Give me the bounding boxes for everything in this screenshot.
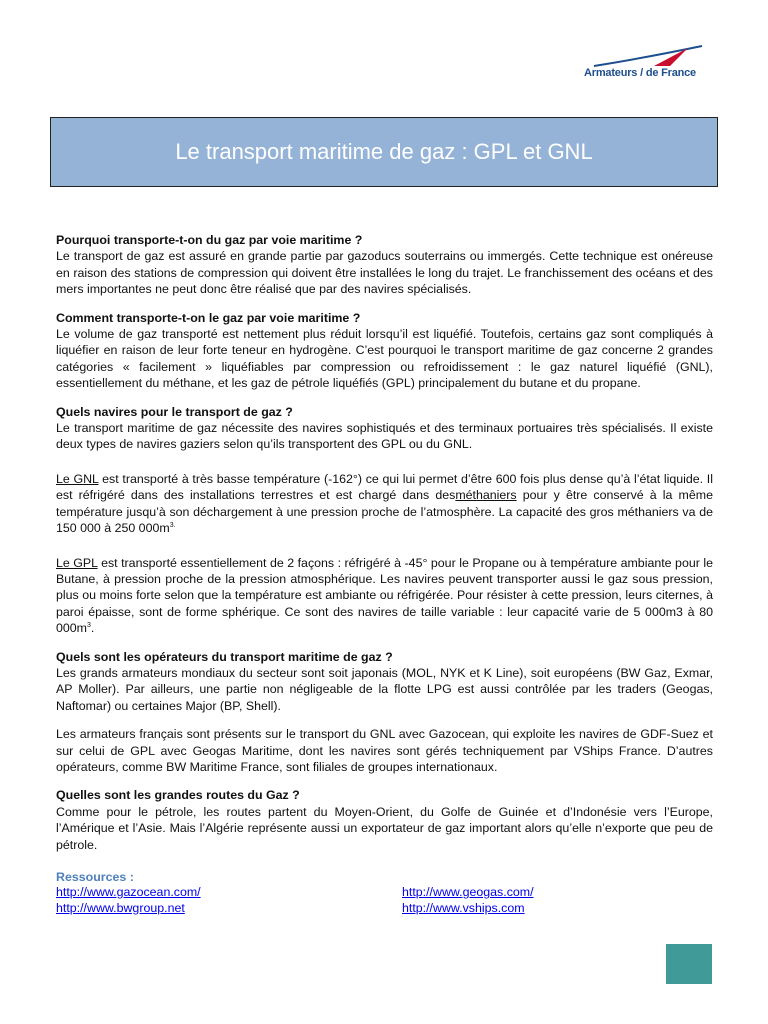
gpl-term: Le GPL bbox=[56, 555, 98, 570]
gpl-paragraph: Le GPL est transporté essentiellement de 2 façons : réfrigéré à -45° pour le Propane ou à température ambiante pour le Butane, à pression proche de la pression atmosphérique. Les navires peuvent transporter aussi le gaz sous pression, plus ou moins forte selon que la température est ambiante ou réfrigérée. Pour résister à cette pression, leurs citernes, à paroi épaisse, sont de forme sphérique. Ce sont des navires de taille variable : leur capacité varie de 5 000m3 à 80 $000m^3$. bbox=[56, 555, 713, 636]
armateurs-de-france-logo bbox=[584, 44, 710, 90]
section-question: Quels navires pour le transport de gaz ? bbox=[56, 404, 293, 419]
link-geogas[interactable]: http://www.geogas.com/ bbox=[402, 885, 534, 899]
logo-text: Armateurs / de France bbox=[584, 67, 696, 79]
seal-icon bbox=[666, 944, 712, 984]
gnl-term: Le GNL bbox=[56, 471, 99, 486]
section-question: Comment transporte-t-on le gaz par voie maritime ? bbox=[56, 310, 361, 325]
page-title: Le transport maritime de gaz : GPL et GNL bbox=[175, 139, 593, 164]
section-paragraph: Le transport de gaz est assuré en grande partie par gazoducs souterrains ou immergés. Cette technique est onéreuse en raison des stations de compression qui doivent être installées le long du trajet. Le franchissement des océans et des mers importantes ne peut donc être réalisé que par des navires spécialisés. bbox=[56, 249, 713, 297]
quality-seal bbox=[660, 944, 720, 1014]
logo-swoosh-icon bbox=[584, 44, 710, 68]
resources-left-column bbox=[56, 884, 201, 916]
link-bwgroup[interactable]: http://www.bwgroup.net bbox=[56, 901, 185, 915]
gnl-paragraph: Le GNL est transporté à très basse température (-162°) ce qui lui permet d’être 600 fois plus dense qu’à l’état liquide. Il est réfrigéré dans des installations terrestres et est chargé dans desméthaniers pour y être conservé à la même température jusqu’à son déchargement à une pression proche de l’atmosphère. La capacité des gros méthaniers va de 150 000 à 250 $000m^{3.}$ bbox=[56, 471, 713, 536]
link-vships[interactable]: http://www.vships.com bbox=[402, 901, 525, 915]
link-gazocean[interactable]: http://www.gazocean.com/ bbox=[56, 885, 201, 899]
section-paragraph: Le volume de gaz transporté est nettement plus réduit lorsqu’il est liquéfié. Toutefois, certains gaz sont compliqués à liquéfier en raison de leur forte teneur en hydrogène. C’est pourquoi le transport maritime de gaz concerne 2 grandes catégories « facilement » liquéfiables par compression ou refroidissement : le gaz naturel liquéfié (GNL), essentiellement du méthane, et les gaz de pétrole liquéfiés (GPL) principalement du butane et du propane. bbox=[56, 327, 713, 391]
section-paragraph: Comme pour le pétrole, les routes partent du Moyen-Orient, du Golfe de Guinée et d’Indonésie vers l’Europe, l’Amérique et l’Asie. Mais l’Algérie représente aussi un exportateur de gaz important alors qu’elle n’exporte que peu de pétrole. bbox=[56, 804, 713, 852]
section-paragraph: Les armateurs français sont présents sur le transport du GNL avec Gazocean, qui exploite les navires de GDF-Suez et sur celui de GPL avec Geogas Maritime, dont les navires sont gérés techniquement par VShips France. D’autres opérateurs, comme BW Maritime France, sont filiales de groupes internationaux. bbox=[56, 727, 713, 774]
logo-text-part2: de France bbox=[645, 67, 696, 79]
section-question: Quelles sont les grandes routes du Gaz ? bbox=[56, 788, 300, 803]
document-body bbox=[56, 232, 713, 853]
resources-right-column bbox=[402, 884, 534, 916]
section-paragraph: Le transport maritime de gaz nécessite des navires sophistiqués et des terminaux portuaires très spécialisés. Il existe deux types de navires gaziers selon qu’ils transportent des GPL ou du GNL. bbox=[56, 421, 713, 452]
title-banner bbox=[50, 117, 718, 187]
section-paragraph: Les grands armateurs mondiaux du secteur sont soit japonais (MOL, NYK et K Line), soit européens (BW Gaz, Exmar, AP Moller). Par ailleurs, une partie non négligeable de la flotte LPG est aussi contrôlée par les traders (Geogas, Naftomar) ou certaines Major (BP, Shell). bbox=[56, 665, 713, 713]
methaniers-link[interactable]: méthaniers bbox=[455, 488, 517, 503]
resources-heading: Ressources : bbox=[56, 870, 134, 884]
logo-text-part1: Armateurs bbox=[584, 67, 638, 79]
section-question: Pourquoi transporte-t-on du gaz par voie maritime ? bbox=[56, 233, 363, 247]
section-question: Quels sont les opérateurs du transport maritime de gaz ? bbox=[56, 649, 393, 664]
